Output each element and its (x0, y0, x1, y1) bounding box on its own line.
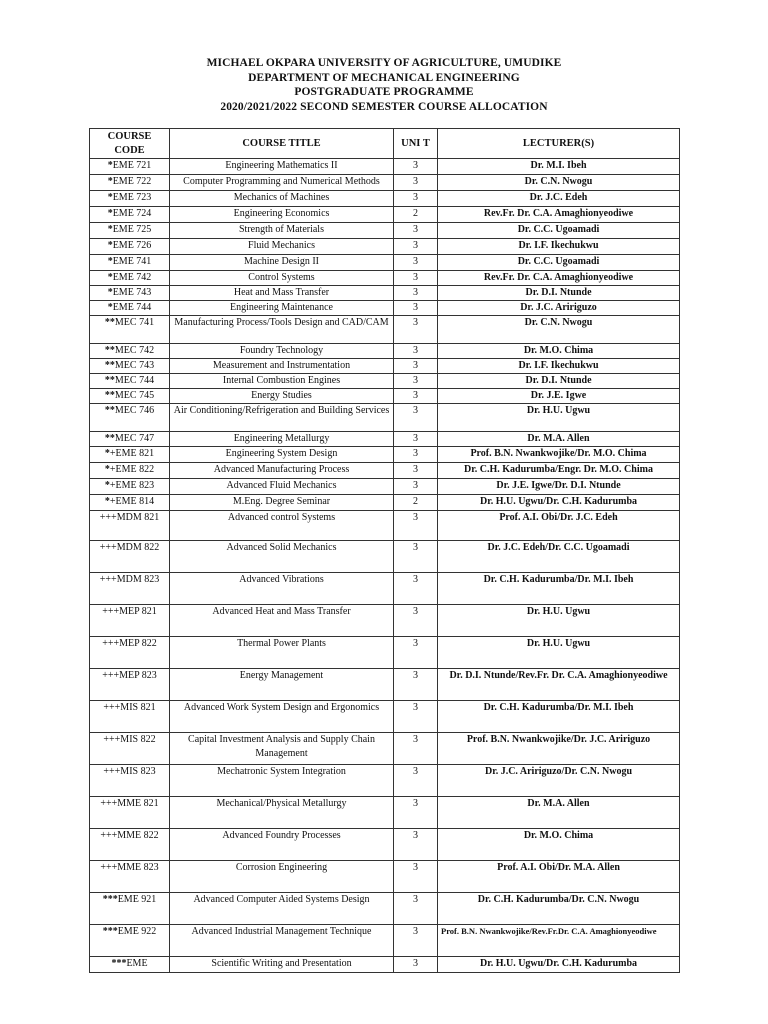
table-row (90, 605, 680, 637)
university-name: MICHAEL OKPARA UNIVERSITY OF AGRICULTURE, UMUDIKE (206, 57, 562, 69)
course-title: Air Conditioning/Refrigeration and Building Services (170, 404, 394, 432)
table-row (90, 495, 680, 511)
course-unit: 3 (394, 573, 438, 605)
table-row (90, 207, 680, 223)
course-code: +++MDM 821 (99, 512, 160, 523)
course-lecturer: Dr. C.H. Kadurumba/Dr. C.N. Nwogu (438, 893, 680, 925)
course-title: Thermal Power Plants (170, 637, 394, 669)
course-title: Engineering Maintenance (170, 301, 394, 316)
table-row (90, 432, 680, 447)
course-code: EME 921 (117, 894, 157, 905)
course-title: Mechanical/Physical Metallurgy (170, 797, 394, 829)
course-code: MEC 742 (114, 345, 155, 356)
course-code: +++MME 821 (100, 798, 159, 809)
course-marker: ** (104, 360, 115, 371)
course-lecturer: Dr. M.A. Allen (438, 797, 680, 829)
course-lecturer: Dr. M.O. Chima (438, 344, 680, 359)
course-title: Advanced Foundry Processes (170, 829, 394, 861)
course-title: Engineering Metallurgy (170, 432, 394, 447)
course-lecturer: Prof. A.I. Obi/Dr. J.C. Edeh (438, 511, 680, 541)
table-row (90, 957, 680, 973)
course-code-cell (90, 159, 170, 175)
course-code-cell (90, 797, 170, 829)
course-unit: 3 (394, 797, 438, 829)
column-header-code: COURSE CODE (90, 129, 170, 159)
course-code: EME 721 (112, 160, 152, 171)
course-title: Scientific Writing and Presentation (170, 957, 394, 973)
course-unit: 3 (394, 344, 438, 359)
course-marker: * (104, 496, 110, 507)
course-lecturer: Dr. J.E. Igwe/Dr. D.I. Ntunde (438, 479, 680, 495)
course-title: Energy Studies (170, 389, 394, 404)
course-marker: * (104, 480, 110, 491)
course-code-cell (90, 404, 170, 432)
course-marker: * (107, 176, 113, 187)
course-code-cell (90, 207, 170, 223)
table-row (90, 479, 680, 495)
course-code-cell (90, 286, 170, 301)
course-unit: 3 (394, 159, 438, 175)
course-unit: 3 (394, 432, 438, 447)
course-unit: 3 (394, 175, 438, 191)
course-lecturer: Dr. C.N. Nwogu (438, 175, 680, 191)
course-marker: ** (104, 405, 115, 416)
course-title: Advanced Manufacturing Process (170, 463, 394, 479)
course-code-cell (90, 637, 170, 669)
course-lecturer: Dr. J.C. Aririguzo/Dr. C.N. Nwogu (438, 765, 680, 797)
course-title: Mechatronic System Integration (170, 765, 394, 797)
course-code: MEC 747 (114, 433, 155, 444)
course-unit: 3 (394, 374, 438, 389)
table-row (90, 239, 680, 255)
course-code-cell (90, 511, 170, 541)
table-row (90, 191, 680, 207)
course-code: +++MIS 821 (103, 702, 156, 713)
course-unit: 3 (394, 701, 438, 733)
course-code: EME 742 (112, 272, 152, 283)
table-row (90, 344, 680, 359)
course-code: +EME 823 (109, 480, 155, 491)
course-code-cell (90, 495, 170, 511)
course-marker: ** (104, 345, 115, 356)
course-code-cell (90, 893, 170, 925)
course-unit: 3 (394, 389, 438, 404)
course-lecturer: Prof. B.N. Nwankwojike/Rev.Fr.Dr. C.A. Amaghionyeodiwe (438, 925, 680, 957)
course-code-cell (90, 223, 170, 239)
course-lecturer: Dr. C.H. Kadurumba/Dr. M.I. Ibeh (438, 573, 680, 605)
course-code: EME 922 (117, 926, 157, 937)
table-row (90, 159, 680, 175)
course-lecturer: Dr. D.I. Ntunde (438, 286, 680, 301)
course-code-cell (90, 463, 170, 479)
course-allocation-table (89, 128, 680, 973)
course-code-cell (90, 301, 170, 316)
course-code-cell (90, 829, 170, 861)
course-lecturer: Prof. A.I. Obi/Dr. M.A. Allen (438, 861, 680, 893)
course-lecturer: Dr. D.I. Ntunde (438, 374, 680, 389)
course-code: EME 724 (112, 208, 152, 219)
course-code: MEC 741 (114, 317, 155, 328)
course-lecturer: Dr. J.E. Igwe (438, 389, 680, 404)
course-marker: ** (104, 390, 115, 401)
course-unit: 3 (394, 605, 438, 637)
table-row (90, 463, 680, 479)
course-lecturer: Dr. H.U. Ugwu/Dr. C.H. Kadurumba (438, 957, 680, 973)
course-code: EME 726 (112, 240, 152, 251)
course-code-cell (90, 669, 170, 701)
course-unit: 3 (394, 223, 438, 239)
course-title: Computer Programming and Numerical Methods (170, 175, 394, 191)
table-row (90, 669, 680, 701)
table-row (90, 893, 680, 925)
table-row (90, 541, 680, 573)
table-row (90, 733, 680, 765)
course-code-cell (90, 359, 170, 374)
course-unit: 3 (394, 765, 438, 797)
course-marker: * (107, 256, 113, 267)
course-title: Advanced Fluid Mechanics (170, 479, 394, 495)
course-code: +++MME 823 (100, 862, 159, 873)
table-header-row (90, 129, 680, 159)
course-lecturer: Dr. J.C. Aririguzo (438, 301, 680, 316)
course-lecturer: Dr. H.U. Ugwu (438, 404, 680, 432)
course-title: Mechanics of Machines (170, 191, 394, 207)
course-code-cell (90, 316, 170, 344)
course-title: M.Eng. Degree Seminar (170, 495, 394, 511)
course-code-cell (90, 925, 170, 957)
course-marker: ** (104, 317, 115, 328)
course-lecturer: Dr. I.F. Ikechukwu (438, 359, 680, 374)
course-code: +++MME 822 (100, 830, 159, 841)
course-title: Advanced Industrial Management Technique (170, 925, 394, 957)
course-lecturer: Dr. H.U. Ugwu/Dr. C.H. Kadurumba (438, 495, 680, 511)
course-code: +++MIS 822 (103, 734, 156, 745)
course-code-cell (90, 389, 170, 404)
course-title: Advanced Computer Aided Systems Design (170, 893, 394, 925)
programme-name: POSTGRADUATE PROGRAMME (294, 86, 474, 99)
course-code-cell (90, 733, 170, 765)
course-unit: 3 (394, 893, 438, 925)
course-unit: 3 (394, 541, 438, 573)
course-title: Measurement and Instrumentation (170, 359, 394, 374)
table-row (90, 829, 680, 861)
course-title: Advanced Solid Mechanics (170, 541, 394, 573)
course-marker: * (107, 287, 113, 298)
course-title: Internal Combustion Engines (170, 374, 394, 389)
course-code: EME 723 (112, 192, 152, 203)
course-title: Advanced Vibrations (170, 573, 394, 605)
course-code-cell (90, 191, 170, 207)
table-row (90, 359, 680, 374)
course-unit: 3 (394, 479, 438, 495)
course-title: Advanced Work System Design and Ergonomics (170, 701, 394, 733)
course-unit: 3 (394, 191, 438, 207)
course-unit: 2 (394, 495, 438, 511)
table-row (90, 404, 680, 432)
course-code: +EME 821 (109, 448, 155, 459)
table-row (90, 765, 680, 797)
course-code-cell (90, 701, 170, 733)
course-unit: 3 (394, 286, 438, 301)
table-row (90, 255, 680, 271)
course-code-cell (90, 861, 170, 893)
course-code-cell (90, 541, 170, 573)
course-unit: 3 (394, 271, 438, 286)
table-row (90, 389, 680, 404)
course-code: MEC 746 (114, 405, 155, 416)
course-unit: 3 (394, 829, 438, 861)
course-title: Engineering Economics (170, 207, 394, 223)
course-marker: *** (102, 926, 118, 937)
course-marker: *** (111, 958, 127, 969)
table-row (90, 374, 680, 389)
table-body (90, 159, 680, 973)
course-lecturer: Dr. C.N. Nwogu (438, 316, 680, 344)
course-marker: * (107, 240, 113, 251)
course-unit: 3 (394, 404, 438, 432)
course-code: +++MDM 823 (99, 574, 160, 585)
table-row (90, 447, 680, 463)
column-header-lecturer: LECTURER(S) (438, 129, 680, 159)
course-marker: ** (104, 433, 115, 444)
course-title: Engineering System Design (170, 447, 394, 463)
table-row (90, 573, 680, 605)
table-row (90, 316, 680, 344)
course-code: +++MEP 823 (102, 670, 157, 681)
course-code: +++MEP 822 (102, 638, 157, 649)
course-title: Engineering Mathematics II (170, 159, 394, 175)
course-code-cell (90, 957, 170, 973)
course-marker: * (104, 464, 110, 475)
course-code-cell (90, 765, 170, 797)
course-code-cell (90, 271, 170, 286)
course-code: EME 725 (112, 224, 152, 235)
table-row (90, 701, 680, 733)
course-code: +EME 822 (109, 464, 155, 475)
course-code: EME (126, 958, 148, 969)
course-unit: 3 (394, 925, 438, 957)
course-unit: 3 (394, 637, 438, 669)
course-code: +++MEP 821 (102, 606, 157, 617)
course-code-cell (90, 239, 170, 255)
course-code-cell (90, 605, 170, 637)
document-header (0, 56, 768, 114)
course-code-cell (90, 255, 170, 271)
course-code-cell (90, 374, 170, 389)
course-lecturer: Dr. H.U. Ugwu (438, 605, 680, 637)
course-code: EME 744 (112, 302, 152, 313)
course-lecturer: Dr. J.C. Edeh/Dr. C.C. Ugoamadi (438, 541, 680, 573)
course-unit: 3 (394, 957, 438, 973)
course-unit: 3 (394, 511, 438, 541)
course-title: Energy Management (170, 669, 394, 701)
table-row (90, 175, 680, 191)
department-name: DEPARTMENT OF MECHANICAL ENGINEERING (248, 71, 520, 84)
course-code-cell (90, 175, 170, 191)
course-lecturer: Dr. H.U. Ugwu (438, 637, 680, 669)
course-unit: 3 (394, 669, 438, 701)
course-unit: 3 (394, 861, 438, 893)
course-lecturer: Prof. B.N. Nwankwojike/Dr. M.O. Chima (438, 447, 680, 463)
table-row (90, 223, 680, 239)
course-title: Fluid Mechanics (170, 239, 394, 255)
course-code: MEC 743 (114, 360, 155, 371)
course-code: EME 722 (112, 176, 152, 187)
course-lecturer: Dr. M.O. Chima (438, 829, 680, 861)
course-marker: *** (102, 894, 118, 905)
course-code-cell (90, 432, 170, 447)
table-row (90, 301, 680, 316)
table-row (90, 925, 680, 957)
course-title: Advanced Heat and Mass Transfer (170, 605, 394, 637)
course-title: Manufacturing Process/Tools Design and CAD/CAM (170, 316, 394, 344)
course-code: +EME 814 (109, 496, 155, 507)
course-lecturer: Dr. I.F. Ikechukwu (438, 239, 680, 255)
course-code: EME 743 (112, 287, 152, 298)
course-unit: 3 (394, 733, 438, 765)
course-unit: 3 (394, 239, 438, 255)
course-code: +++MDM 822 (99, 542, 160, 553)
document-title: 2020/2021/2022 SECOND SEMESTER COURSE ALLOCATION (220, 100, 548, 113)
course-title: Corrosion Engineering (170, 861, 394, 893)
course-code: MEC 745 (114, 390, 155, 401)
course-code-cell (90, 344, 170, 359)
course-code-cell (90, 447, 170, 463)
course-title: Strength of Materials (170, 223, 394, 239)
course-lecturer: Dr. C.H. Kadurumba/Dr. M.I. Ibeh (438, 701, 680, 733)
course-code: MEC 744 (114, 375, 155, 386)
course-code-cell (90, 479, 170, 495)
course-marker: * (107, 160, 113, 171)
course-lecturer: Dr. M.I. Ibeh (438, 159, 680, 175)
course-marker: * (107, 272, 113, 283)
course-code: EME 741 (112, 256, 152, 267)
table-row (90, 797, 680, 829)
course-unit: 3 (394, 255, 438, 271)
column-header-unit: UNI T (394, 129, 438, 159)
table-row (90, 637, 680, 669)
course-unit: 3 (394, 447, 438, 463)
table-row (90, 286, 680, 301)
course-marker: * (107, 208, 113, 219)
course-code-cell (90, 573, 170, 605)
course-marker: ** (104, 375, 115, 386)
course-code: +++MIS 823 (103, 766, 156, 777)
course-lecturer: Dr. D.I. Ntunde/Rev.Fr. Dr. C.A. Amaghionyeodiwe (438, 669, 680, 701)
course-lecturer: Dr. C.C. Ugoamadi (438, 255, 680, 271)
course-unit: 3 (394, 316, 438, 344)
course-lecturer: Rev.Fr. Dr. C.A. Amaghionyeodiwe (438, 271, 680, 286)
course-lecturer: Dr. C.C. Ugoamadi (438, 223, 680, 239)
course-lecturer: Prof. B.N. Nwankwojike/Dr. J.C. Aririguzo (438, 733, 680, 765)
table-row (90, 511, 680, 541)
course-title: Machine Design II (170, 255, 394, 271)
course-title: Foundry Technology (170, 344, 394, 359)
table-row (90, 861, 680, 893)
course-marker: * (107, 302, 113, 313)
course-unit: 3 (394, 359, 438, 374)
column-header-title: COURSE TITLE (170, 129, 394, 159)
course-lecturer: Rev.Fr. Dr. C.A. Amaghionyeodiwe (438, 207, 680, 223)
course-lecturer: Dr. M.A. Allen (438, 432, 680, 447)
course-title: Advanced control Systems (170, 511, 394, 541)
course-marker: * (107, 224, 113, 235)
table-row (90, 271, 680, 286)
course-marker: * (104, 448, 110, 459)
course-unit: 2 (394, 207, 438, 223)
course-unit: 3 (394, 301, 438, 316)
course-lecturer: Dr. C.H. Kadurumba/Engr. Dr. M.O. Chima (438, 463, 680, 479)
course-title: Control Systems (170, 271, 394, 286)
course-lecturer: Dr. J.C. Edeh (438, 191, 680, 207)
course-marker: * (107, 192, 113, 203)
course-title: Heat and Mass Transfer (170, 286, 394, 301)
course-unit: 3 (394, 463, 438, 479)
course-title: Capital Investment Analysis and Supply Chain Management (170, 733, 394, 765)
